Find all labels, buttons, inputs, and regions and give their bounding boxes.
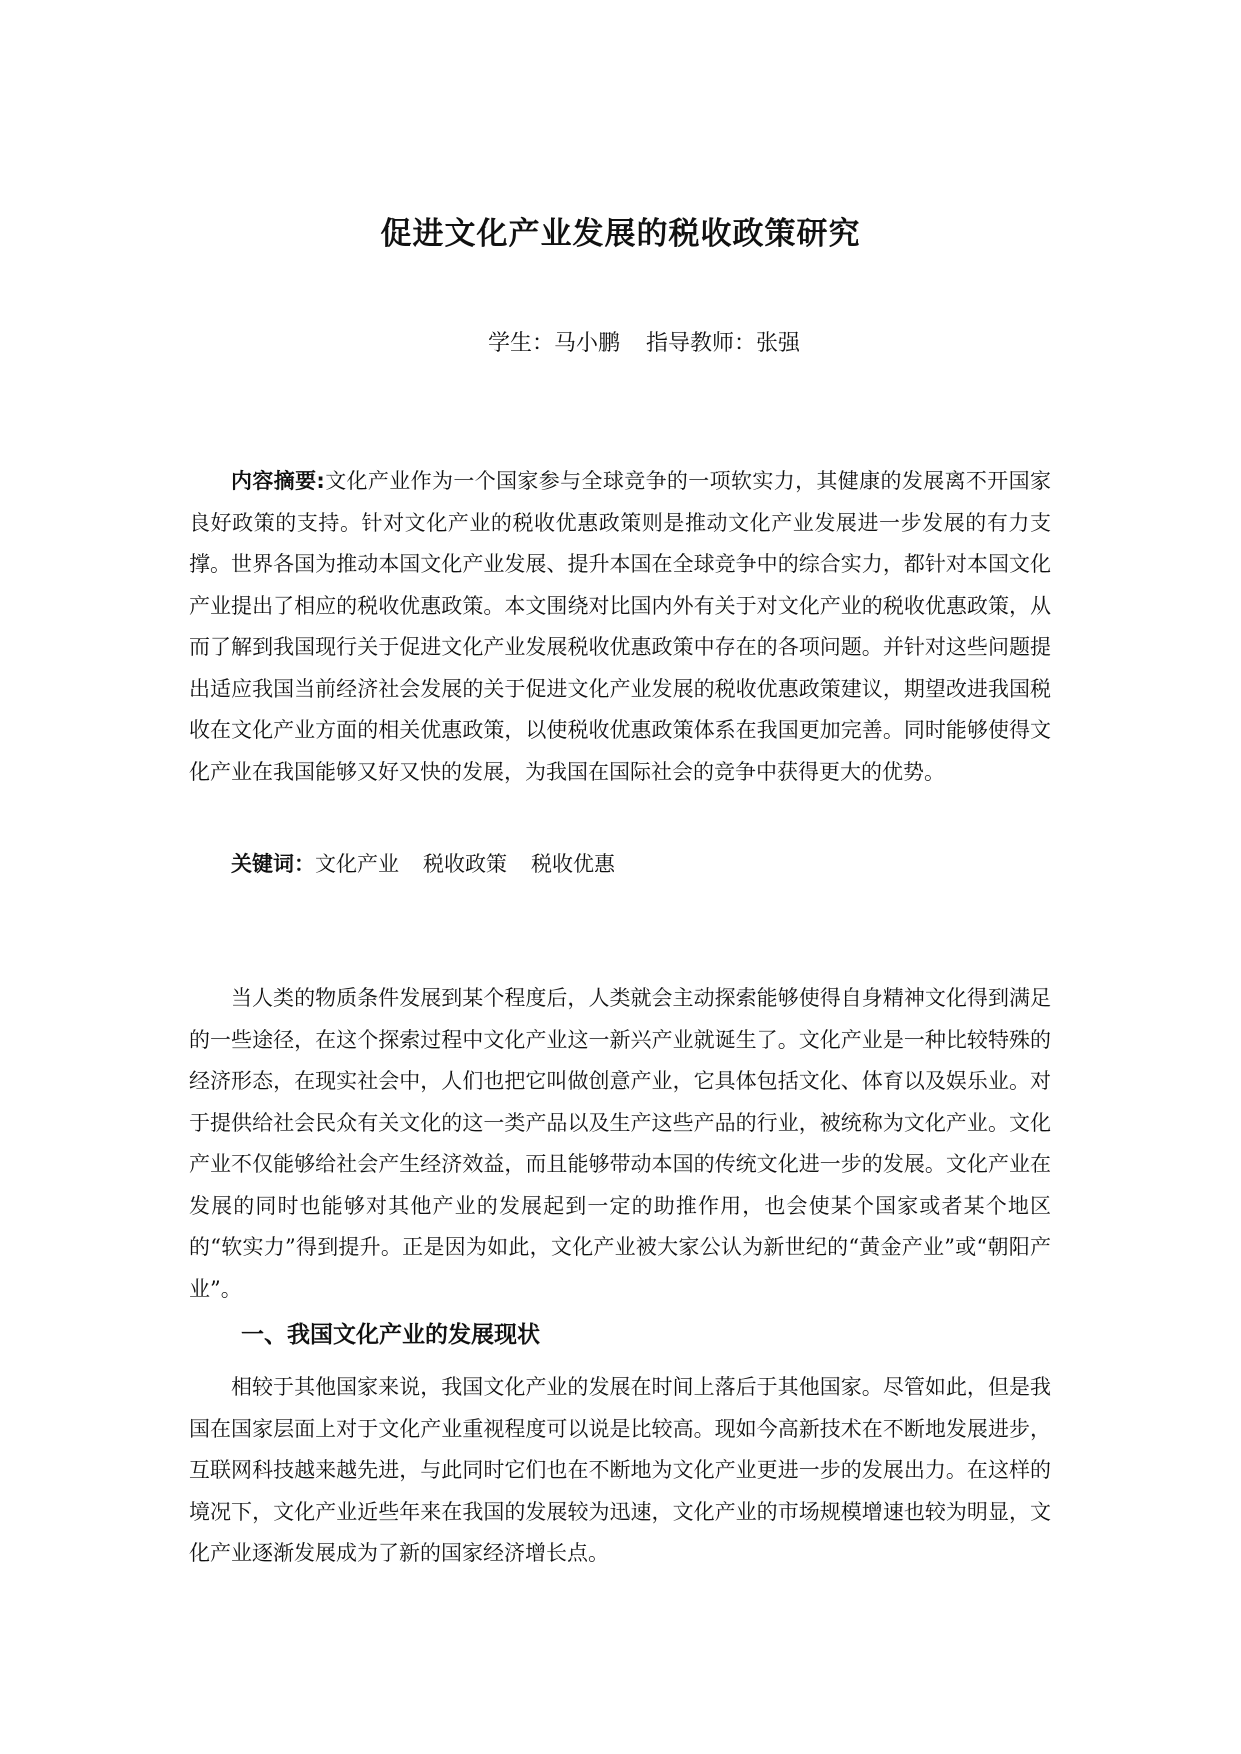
section-heading: 一、我国文化产业的发展现状 <box>241 1322 540 1348</box>
keyword-item: 税收政策 <box>423 852 507 876</box>
keywords-line <box>231 847 639 881</box>
intro-paragraph-block <box>189 978 1051 1310</box>
author-byline <box>488 327 800 361</box>
student-label: 学生： <box>488 331 555 356</box>
advisor-name: 张强 <box>756 331 801 356</box>
paper-title: 促进文化产业发展的税收政策研究 <box>380 216 861 252</box>
student-name: 马小鹏 <box>554 331 621 356</box>
abstract-block <box>189 461 1051 793</box>
intro-paragraph: 当人类的物质条件发展到某个程度后，人类就会主动探索能够使得自身精神文化得到满足的一些途径，在这个探索过程中文化产业这一新兴产业就诞生了。文化产业是一种比较特殊的经济形态，在现实社会中，人们也把它叫做创意产业，它具体包括文化、体育以及娱乐业。对于提供给社会民众有关文化的这一类产品以及生产这些产品的行业，被统称为文化产业。文化产业不仅能够给社会产生经济效益，而且能够带动本国的传统文化进一步的发展。文化产业在发展的同时也能够对其他产业的发展起到一定的助推作用，也会使某个国家或者某个地区的“软实力”得到提升。正是因为如此，文化产业被大家公认为新世纪的“黄金产业”或“朝阳产业”。 <box>189 986 1051 1301</box>
abstract-text: 文化产业作为一个国家参与全球竞争的一项软实力，其健康的发展离不开国家良好政策的支持。针对文化产业的税收优惠政策则是推动文化产业发展进一步发展的有力支撑。世界各国为推动本国文化产业发展、提升本国在全球竞争中的综合实力，都针对本国文化产业提出了相应的税收优惠政策。本文围绕对比国内外有关于对文化产业的税收优惠政策，从而了解到我国现行关于促进文化产业发展税收优惠政策中存在的各项问题。并针对这些问题提出适应我国当前经济社会发展的关于促进文化产业发展的税收优惠政策建议，期望改进我国税收在文化产业方面的相关优惠政策，以使税收优惠政策体系在我国更加完善。同时能够使得文化产业在我国能够又好又快的发展，为我国在国际社会的竞争中获得更大的优势。 <box>189 469 1052 784</box>
abstract-label: 内容摘要: <box>231 469 325 493</box>
advisor-label: 指导教师： <box>646 331 757 356</box>
keyword-item: 税收优惠 <box>531 852 615 876</box>
keywords-label: 关键词： <box>231 852 315 876</box>
section-paragraph: 相较于其他国家来说，我国文化产业的发展在时间上落后于其他国家。尽管如此，但是我国在国家层面上对于文化产业重视程度可以说是比较高。现如今高新技术在不断地发展进步，互联网科技越来越先进，与此同时它们也在不断地为文化产业更进一步的发展出力。在这样的境况下，文化产业近些年来在我国的发展较为迅速，文化产业的市场规模增速也较为明显，文化产业逐渐发展成为了新的国家经济增长点。 <box>189 1375 1051 1565</box>
section-paragraph-block <box>189 1367 1051 1575</box>
keyword-item: 文化产业 <box>315 852 399 876</box>
